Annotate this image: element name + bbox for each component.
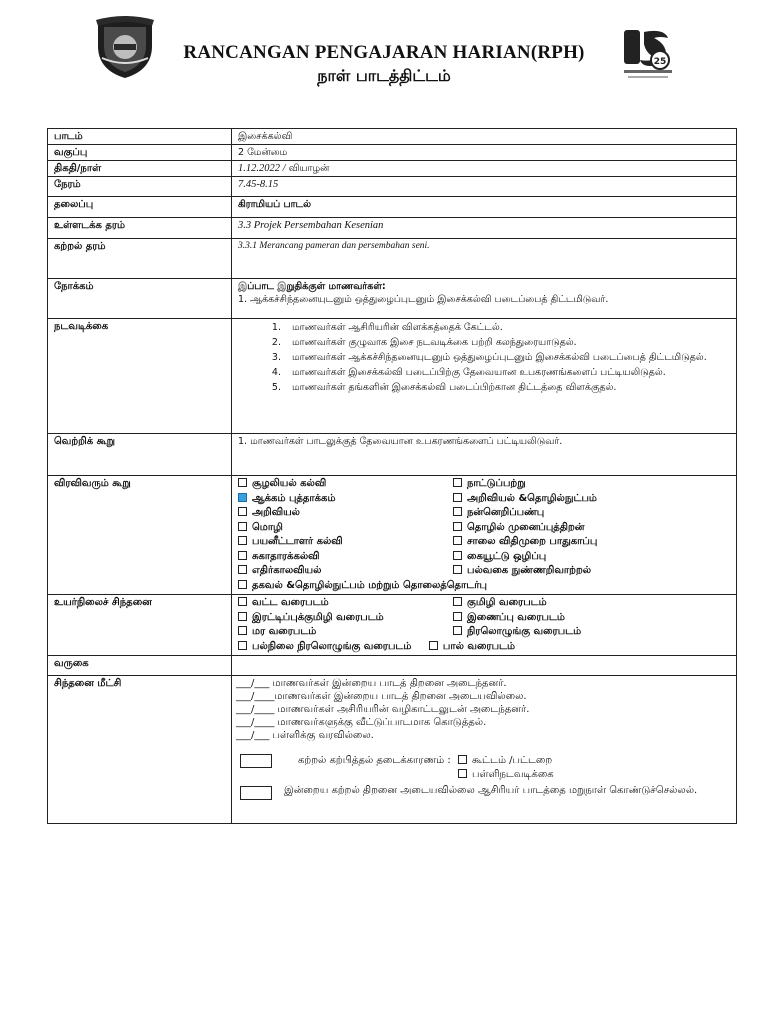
hots-item[interactable]: வட்ட வரைபடம் (238, 596, 453, 611)
value-attendance[interactable] (232, 656, 737, 676)
cross-item-last[interactable]: தகவல் &தொழில்நுட்பம் மற்றும் தொலைத்தொடர்பு (238, 579, 732, 594)
hots-item[interactable]: இணைப்பு வரைபடம் (453, 611, 732, 626)
checkbox-icon[interactable] (453, 507, 462, 516)
checkbox-icon[interactable] (238, 612, 247, 621)
row-learning-standard (48, 239, 737, 279)
activity-item: 4. மாணவர்கள் இசைக்கல்வி படைப்பிற்கு தேவையான உபகரணங்களைப் பட்டியலிடுதல். (284, 366, 732, 379)
row-attendance (48, 656, 737, 676)
reflection-line: ___/___ மாணவர்கள் இன்றைய பாடத் திறனை அடைந்தனர். (236, 678, 507, 689)
value-reflection (232, 676, 737, 824)
activity-item: 2. மாணவர்கள் குழுவாக இசை நடவடிக்கை பற்றி கலந்துரையாடுதல். (284, 336, 732, 349)
value-date-cell (232, 161, 737, 177)
hots-item[interactable]: மர வரைபடம் (238, 625, 453, 640)
lesson-plan-table (47, 128, 737, 824)
objective-intro: இப்பாட இறுதிக்குள் மாணவர்கள்: (238, 281, 386, 292)
checkbox-icon[interactable] (458, 769, 467, 778)
cross-item[interactable]: சுகாதாரக்கல்வி (238, 550, 453, 565)
row-content-standard (48, 218, 737, 239)
value-date: 1.12.2022 / (238, 163, 286, 174)
activity-item: 3. மாணவர்கள் ஆக்கச்சிந்தனையுடனும் ஒத்துழைப்புடனும் இசைக்கல்வி படைப்பைத் திட்டமிடுதல். (284, 351, 732, 364)
cross-item[interactable]: மொழி (238, 521, 453, 536)
value-day: வியாழன் (288, 163, 330, 174)
anniversary-logo (620, 26, 676, 82)
checkbox-icon[interactable] (458, 755, 467, 764)
checkbox-icon[interactable] (238, 522, 247, 531)
label-time: நேரம் (48, 177, 232, 197)
label-success-criteria: வெற்றிக் கூறு (48, 434, 232, 476)
cross-curricular-grid (238, 477, 732, 579)
obstacle-block (236, 754, 732, 784)
value-content-standard: 3.3 Projek Persembahan Kesenian (232, 218, 737, 239)
activity-item: 5. மாணவர்கள் தங்களின் இசைக்கல்வி படைப்பிற்கான திட்டத்தை விளக்குதல். (284, 381, 732, 394)
value-learning-standard: 3.3.1 Merancang pameran dan persembahan seni. (232, 239, 737, 279)
hots-item-last-row (238, 640, 732, 655)
svg-text:25: 25 (653, 57, 667, 67)
cross-item[interactable]: அறிவியல் (238, 506, 453, 521)
cross-item[interactable]: கையூட்டு ஒழிப்பு (453, 550, 732, 565)
obstacle-option-school[interactable]: பள்ளிநடவடிக்கை (458, 768, 554, 781)
label-date: திகதி/நாள் (48, 161, 232, 177)
label-hots: உயர்நிலைச் சிந்தனை (48, 595, 232, 656)
carry-box[interactable] (240, 786, 272, 800)
label-subject: பாடம் (48, 129, 232, 145)
row-class (48, 145, 737, 161)
value-cross-curricular (232, 476, 737, 595)
cross-item[interactable]: பல்வகை நுண்ணறிவாற்றல் (453, 564, 732, 579)
cross-item[interactable]: எதிர்காலவியல் (238, 564, 453, 579)
checkbox-icon[interactable] (238, 626, 247, 635)
reflection-line: ___/____மாணவர்கள் இன்றைய பாடத் திறனை அடையவில்லை. (236, 691, 527, 702)
checkbox-icon[interactable] (238, 597, 247, 606)
cross-item[interactable]: சூழலியல் கல்வி (238, 477, 453, 492)
reflection-line: ___/___ பள்ளிக்கு வரவில்லை. (236, 730, 374, 741)
checkbox-icon[interactable] (453, 536, 462, 545)
cross-item[interactable]: அறிவியல் &தொழில்நுட்பம் (453, 492, 732, 507)
page-subtitle: நாள் பாடத்திட்டம் (317, 66, 451, 85)
checkbox-icon[interactable] (238, 641, 247, 650)
reflection-line: ___/____ மாணவர்களுக்கு வீட்டுப்பாடமாக கொடுத்தல். (236, 717, 487, 728)
checkbox-icon[interactable] (238, 536, 247, 545)
cross-item[interactable]: சாலை விதிமுறை பாதுகாப்பு (453, 535, 732, 550)
cross-item[interactable]: தொழில் முனைப்புத்திறன் (453, 521, 732, 536)
checkbox-icon[interactable] (429, 641, 438, 650)
row-time (48, 177, 737, 197)
label-reflection: சிந்தனை மீட்சி (48, 676, 232, 824)
label-title: தலைப்பு (48, 197, 232, 218)
objective-item: 1. ஆக்கச்சிந்தனையுடனும் ஒத்துழைப்புடனும் இசைக்கல்வி படைப்பைத் திட்டமிடுவர். (238, 294, 609, 305)
hots-grid (238, 596, 732, 640)
hots-item-bridge[interactable]: பால் வரைபடம் (429, 641, 515, 652)
checkbox-icon[interactable] (238, 478, 247, 487)
hots-item[interactable]: இரட்டிப்புக்குமிழி வரைபடம் (238, 611, 453, 626)
row-subject (48, 129, 737, 145)
label-content-standard: உள்ளடக்க தரம் (48, 218, 232, 239)
checkbox-icon[interactable] (453, 626, 462, 635)
obstacle-option-meeting[interactable]: கூட்டம் /பட்டறை (458, 754, 552, 767)
checkbox-icon[interactable] (238, 580, 247, 589)
cross-item[interactable]: நன்னெறிப்பண்பு (453, 506, 732, 521)
hots-item[interactable]: நிரலொழுங்கு வரைபடம் (453, 625, 732, 640)
checkbox-icon[interactable] (453, 478, 462, 487)
checkbox-icon[interactable] (453, 612, 462, 621)
activity-item: 1. மாணவர்கள் ஆசிரியரின் விளக்கத்தைக் கேட்டல். (284, 321, 732, 334)
row-reflection (48, 676, 737, 824)
checkbox-icon[interactable] (453, 493, 462, 502)
carry-label: இன்றைய கற்றல் திறனை அடையவில்லை ஆசிரியர் பாடத்தை மறுநாள் கொண்டுச்செல்லல். (284, 785, 698, 796)
value-title: கிராமியப் பாடல் (232, 197, 737, 218)
cross-item[interactable]: நாட்டுப்பற்று (453, 477, 732, 492)
value-success-criteria: 1. மாணவர்கள் பாடலுக்குத் தேவையான உபகரணங்களைப் பட்டியலிடுவர். (232, 434, 737, 476)
reflection-line: ___/____ மாணவர்கள் அசிரியரின் வழிகாட்டலுடன் அடைந்தனர். (236, 704, 530, 715)
checkbox-icon[interactable] (238, 507, 247, 516)
activity-list (238, 321, 732, 394)
hots-item[interactable]: குமிழி வரைபடம் (453, 596, 732, 611)
label-activities: நடவடிக்கை (48, 319, 232, 434)
cross-item[interactable]: பயனீட்டாளர் கல்வி (238, 535, 453, 550)
value-subject: இசைக்கல்வி (232, 129, 737, 145)
obstacle-label: கற்றல் கற்பித்தல் தடைக்காரணம் : (298, 755, 451, 766)
cross-item[interactable]: ஆக்கம் புத்தாக்கம் (238, 492, 453, 507)
row-activities (48, 319, 737, 434)
checkbox-icon[interactable] (238, 551, 247, 560)
obstacle-box[interactable] (240, 754, 272, 768)
checkbox-icon[interactable] (453, 522, 462, 531)
value-activities (232, 319, 737, 434)
label-learning-standard: கற்றல் தரம் (48, 239, 232, 279)
row-date (48, 161, 737, 177)
row-success-criteria (48, 434, 737, 476)
checkbox-icon[interactable] (453, 565, 462, 574)
value-class: 2 மேன்மை (232, 145, 737, 161)
value-hots (232, 595, 737, 656)
label-objective: நோக்கம் (48, 279, 232, 319)
row-title (48, 197, 737, 218)
carry-block (236, 784, 732, 797)
value-objective (232, 279, 737, 319)
checkbox-icon[interactable] (453, 597, 462, 606)
hots-item-multiflow[interactable]: பல்நிலை நிரலொழுங்கு வரைபடம் (238, 641, 411, 652)
checked-checkbox-icon[interactable] (238, 493, 247, 502)
checkbox-icon[interactable] (453, 551, 462, 560)
row-cross-curricular (48, 476, 737, 595)
label-attendance: வருகை (48, 656, 232, 676)
value-time: 7.45-8.15 (232, 177, 737, 197)
label-class: வகுப்பு (48, 145, 232, 161)
row-objective (48, 279, 737, 319)
label-cross-curricular: விரவிவரும் கூறு (48, 476, 232, 595)
page-title: RANCANGAN PENGAJARAN HARIAN(RPH) (183, 42, 585, 63)
row-hots (48, 595, 737, 656)
checkbox-icon[interactable] (238, 565, 247, 574)
